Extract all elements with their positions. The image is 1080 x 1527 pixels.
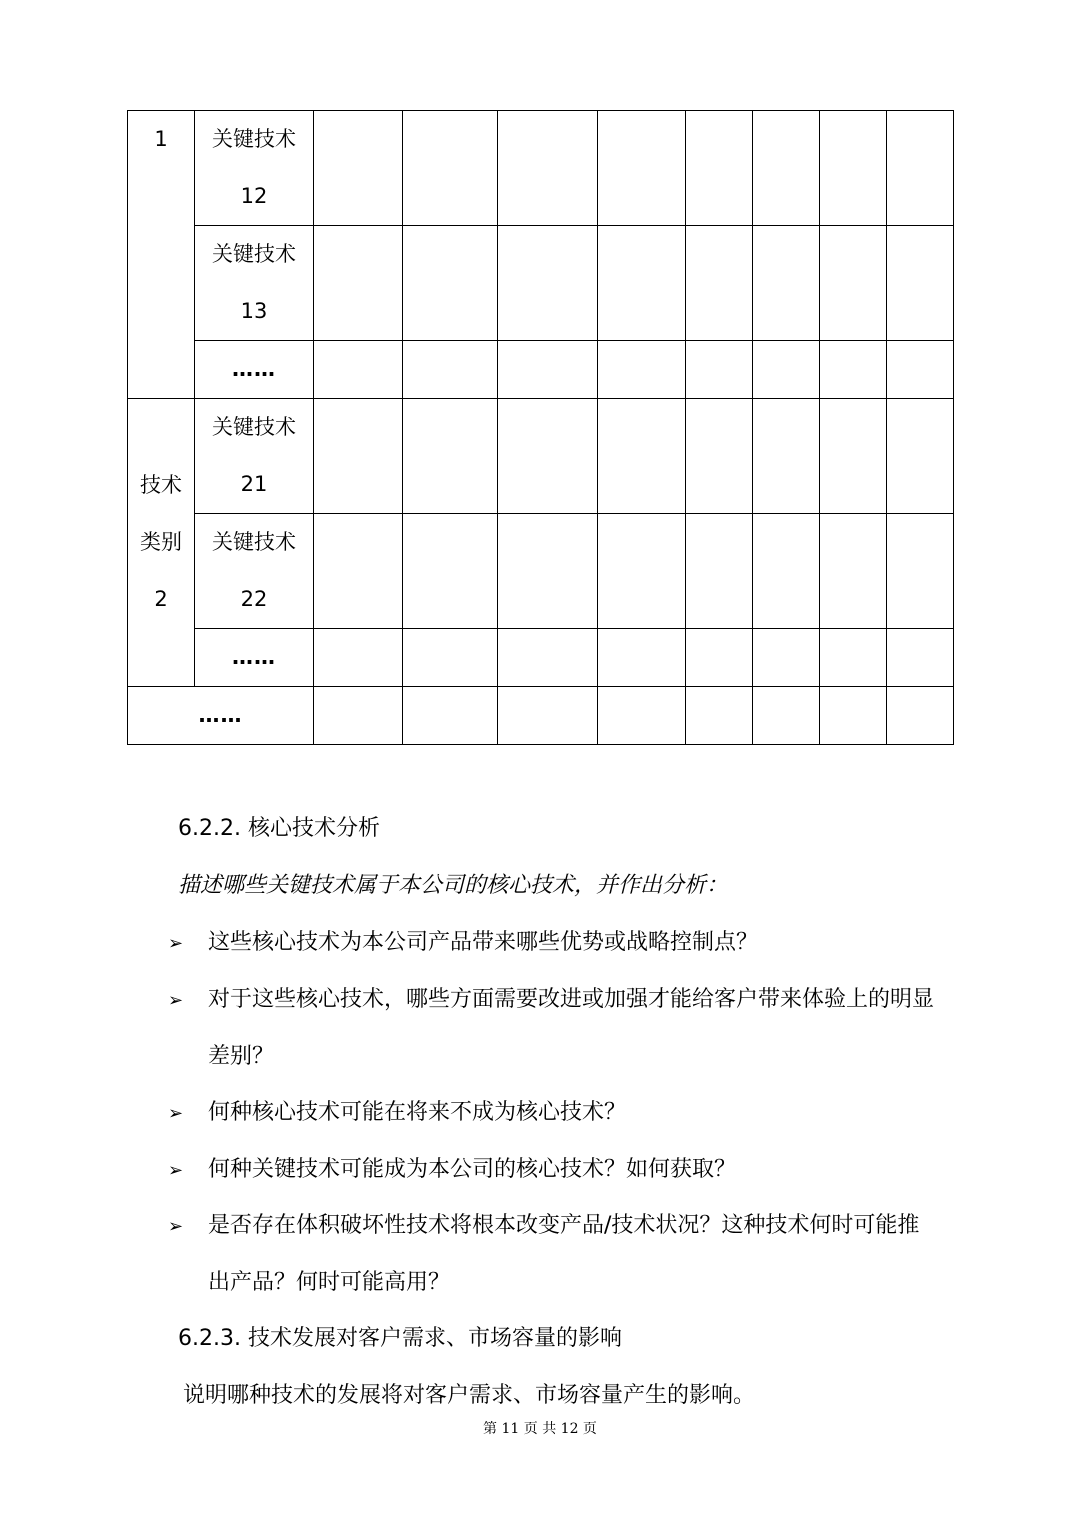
tech-cell	[195, 341, 314, 399]
table-cell	[314, 111, 403, 226]
category-cell	[128, 399, 195, 687]
table-cell	[314, 687, 403, 745]
table-cell	[403, 687, 498, 745]
table-cell	[887, 341, 954, 399]
table-row	[128, 111, 954, 226]
merged-cell	[128, 687, 314, 745]
table-cell	[498, 226, 598, 341]
tech-cell	[195, 514, 314, 629]
table-cell	[498, 111, 598, 226]
table-cell	[403, 341, 498, 399]
table-cell	[498, 399, 598, 514]
table-cell	[753, 514, 820, 629]
table-cell	[314, 341, 403, 399]
bullet-item	[168, 925, 758, 956]
table-cell	[820, 111, 887, 226]
section-body: 说明哪种技术的发展将对客户需求、市场容量产生的影响。	[183, 1383, 756, 1408]
table-cell	[820, 399, 887, 514]
table-cell	[686, 111, 753, 226]
table-row	[128, 226, 954, 341]
table-cell	[686, 226, 753, 341]
ellipsis: ……	[232, 357, 276, 381]
table-cell	[314, 514, 403, 629]
table-cell	[887, 687, 954, 745]
ellipsis: ……	[232, 645, 276, 669]
table-cell	[598, 687, 686, 745]
table-cell	[820, 341, 887, 399]
tech-cell	[195, 629, 314, 687]
page-footer: 第 11 页 共 12 页	[483, 1421, 597, 1437]
table-cell	[314, 399, 403, 514]
table-cell	[498, 514, 598, 629]
tech-label: 关键技术	[212, 530, 296, 554]
tech-number: 22	[240, 587, 268, 611]
key-technology-table	[127, 110, 954, 745]
table-cell	[753, 687, 820, 745]
tech-label: 关键技术	[212, 415, 296, 439]
table-cell	[314, 226, 403, 341]
table-cell	[686, 514, 753, 629]
bullet-text: 何种关键技术可能成为本公司的核心技术？如何获取？	[208, 1157, 737, 1182]
bullet-item	[168, 1208, 919, 1239]
table-cell	[498, 629, 598, 687]
table-row	[128, 629, 954, 687]
bullet-item	[168, 982, 934, 1013]
bullet-arrow-icon: ➢	[168, 1216, 184, 1237]
table-cell	[753, 226, 820, 341]
bullet-continuation: 出产品？何时可能高用？	[208, 1270, 451, 1295]
table-cell	[887, 399, 954, 514]
bullet-continuation: 差别？	[208, 1044, 275, 1069]
table-row	[128, 514, 954, 629]
table-cell	[403, 111, 498, 226]
table-cell	[498, 687, 598, 745]
table-cell	[753, 341, 820, 399]
category-label: 技术	[140, 473, 182, 497]
table-cell	[887, 111, 954, 226]
table-row	[128, 687, 954, 745]
table-cell	[598, 629, 686, 687]
table-cell	[686, 629, 753, 687]
bullet-arrow-icon: ➢	[168, 1103, 184, 1124]
tech-number: 21	[240, 472, 268, 496]
table-cell	[753, 629, 820, 687]
category-label: 1	[154, 127, 168, 151]
bullet-item	[168, 1095, 626, 1126]
table-cell	[887, 629, 954, 687]
tech-number: 12	[240, 184, 268, 208]
section-heading-623: 6.2.3. 技术发展对客户需求、市场容量的影响	[178, 1326, 622, 1351]
section-intro: 描述哪些关键技术属于本公司的核心技术，并作出分析：	[178, 873, 729, 898]
tech-cell	[195, 226, 314, 341]
tech-label: 关键技术	[212, 127, 296, 151]
table-cell	[686, 687, 753, 745]
table-cell	[403, 514, 498, 629]
bullet-arrow-icon: ➢	[168, 1160, 184, 1181]
table-cell	[887, 514, 954, 629]
tech-number: 13	[240, 299, 268, 323]
bullet-text: 对于这些核心技术，哪些方面需要改进或加强才能给客户带来体验上的明显	[208, 987, 935, 1012]
table-row	[128, 341, 954, 399]
table-cell	[598, 341, 686, 399]
table-row	[128, 399, 954, 514]
table-cell	[498, 341, 598, 399]
table-cell	[820, 687, 887, 745]
table-cell	[887, 226, 954, 341]
table-cell	[686, 341, 753, 399]
table-cell	[598, 111, 686, 226]
section-heading-622: 6.2.2. 核心技术分析	[178, 816, 380, 841]
bullet-arrow-icon: ➢	[168, 933, 184, 954]
tech-cell	[195, 111, 314, 226]
table-cell	[403, 399, 498, 514]
bullet-text: 这些核心技术为本公司产品带来哪些优势或战略控制点？	[208, 930, 759, 955]
table-cell	[820, 226, 887, 341]
table-cell	[686, 399, 753, 514]
tech-label: 关键技术	[212, 242, 296, 266]
table-cell	[598, 399, 686, 514]
table-cell	[598, 226, 686, 341]
bullet-text: 是否存在体积破坏性技术将根本改变产品/技术状况？这种技术何时可能推	[208, 1213, 920, 1238]
table-cell	[753, 111, 820, 226]
table-cell	[598, 514, 686, 629]
table-cell	[403, 629, 498, 687]
bullet-text: 何种核心技术可能在将来不成为核心技术？	[208, 1100, 627, 1125]
category-cell	[128, 111, 195, 399]
table-cell	[820, 514, 887, 629]
bullet-arrow-icon: ➢	[168, 990, 184, 1011]
table-cell	[314, 629, 403, 687]
table-cell	[753, 399, 820, 514]
bullet-item	[168, 1152, 736, 1183]
tech-cell	[195, 399, 314, 514]
table-cell	[403, 226, 498, 341]
category-number: 2	[154, 587, 168, 611]
table-cell	[820, 629, 887, 687]
category-label: 类别	[140, 530, 182, 554]
ellipsis: ……	[198, 703, 243, 727]
